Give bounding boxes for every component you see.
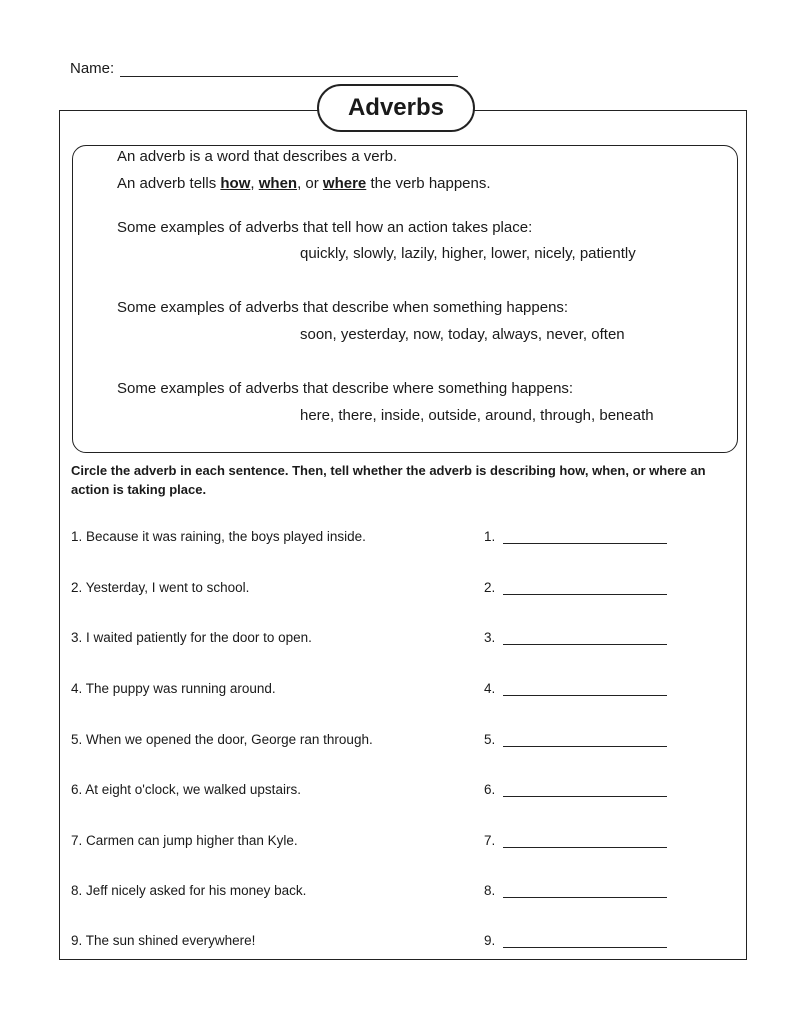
name-field[interactable] bbox=[70, 60, 458, 77]
answer-number: 9. bbox=[484, 933, 496, 948]
keyword-how: how bbox=[220, 175, 251, 192]
answer-number: 3. bbox=[484, 630, 496, 645]
keyword-when: when bbox=[258, 175, 298, 192]
answer-6[interactable] bbox=[484, 782, 667, 797]
question-8: 8. Jeff nicely asked for his money back. bbox=[71, 883, 307, 898]
where-heading: Some examples of adverbs that describe where something happens: bbox=[117, 380, 574, 397]
when-heading: Some examples of adverbs that describe when something happens: bbox=[117, 299, 569, 316]
def2-sep2: , or bbox=[297, 175, 323, 192]
answer-blank-line[interactable] bbox=[503, 582, 667, 595]
how-examples: quickly, slowly, lazily, higher, lower, nicely, patiently bbox=[300, 245, 636, 262]
question-2: 2. Yesterday, I went to school. bbox=[71, 580, 250, 595]
answer-3[interactable] bbox=[484, 630, 667, 645]
definition-line-2 bbox=[117, 175, 491, 192]
answer-number: 6. bbox=[484, 782, 496, 797]
answer-number: 2. bbox=[484, 580, 496, 595]
answer-2[interactable] bbox=[484, 580, 667, 595]
question-3: 3. I waited patiently for the door to open. bbox=[71, 630, 312, 645]
answer-number: 8. bbox=[484, 883, 496, 898]
answer-blank-line[interactable] bbox=[503, 632, 667, 645]
instructions: Circle the adverb in each sentence. Then, tell whether the adverb is describing how, when, or where an action is taking place. bbox=[71, 463, 706, 497]
answer-number: 7. bbox=[484, 833, 496, 848]
answer-5[interactable] bbox=[484, 732, 667, 747]
definition-line-1: An adverb is a word that describes a verb. bbox=[117, 148, 398, 165]
question-4: 4. The puppy was running around. bbox=[71, 681, 276, 696]
answer-number: 5. bbox=[484, 732, 496, 747]
def2-post: the verb happens. bbox=[366, 175, 491, 192]
keyword-where: where bbox=[322, 175, 367, 192]
name-label: Name: bbox=[70, 60, 115, 77]
answer-9[interactable] bbox=[484, 933, 667, 948]
where-examples: here, there, inside, outside, around, through, beneath bbox=[300, 407, 654, 424]
answer-number: 1. bbox=[484, 529, 496, 544]
page-title: Adverbs bbox=[317, 84, 475, 132]
answer-1[interactable] bbox=[484, 529, 667, 544]
answer-blank-line[interactable] bbox=[503, 935, 667, 948]
answer-number: 4. bbox=[484, 681, 496, 696]
answer-blank-line[interactable] bbox=[503, 835, 667, 848]
question-1: 1. Because it was raining, the boys played inside. bbox=[71, 529, 366, 544]
answer-blank-line[interactable] bbox=[503, 784, 667, 797]
question-7: 7. Carmen can jump higher than Kyle. bbox=[71, 833, 298, 848]
answer-blank-line[interactable] bbox=[503, 885, 667, 898]
how-heading: Some examples of adverbs that tell how an action takes place: bbox=[117, 219, 533, 236]
name-blank-line[interactable] bbox=[120, 61, 458, 77]
answer-8[interactable] bbox=[484, 883, 667, 898]
when-examples: soon, yesterday, now, today, always, never, often bbox=[300, 326, 625, 343]
question-9: 9. The sun shined everywhere! bbox=[71, 933, 256, 948]
def2-pre: An adverb tells bbox=[117, 175, 221, 192]
answer-4[interactable] bbox=[484, 681, 667, 696]
answer-blank-line[interactable] bbox=[503, 734, 667, 747]
question-6: 6. At eight o'clock, we walked upstairs. bbox=[71, 782, 301, 797]
answer-blank-line[interactable] bbox=[503, 683, 667, 696]
answer-blank-line[interactable] bbox=[503, 531, 667, 544]
answer-7[interactable] bbox=[484, 833, 667, 848]
question-5: 5. When we opened the door, George ran through. bbox=[71, 732, 373, 747]
def2-sep1: , bbox=[250, 175, 259, 192]
